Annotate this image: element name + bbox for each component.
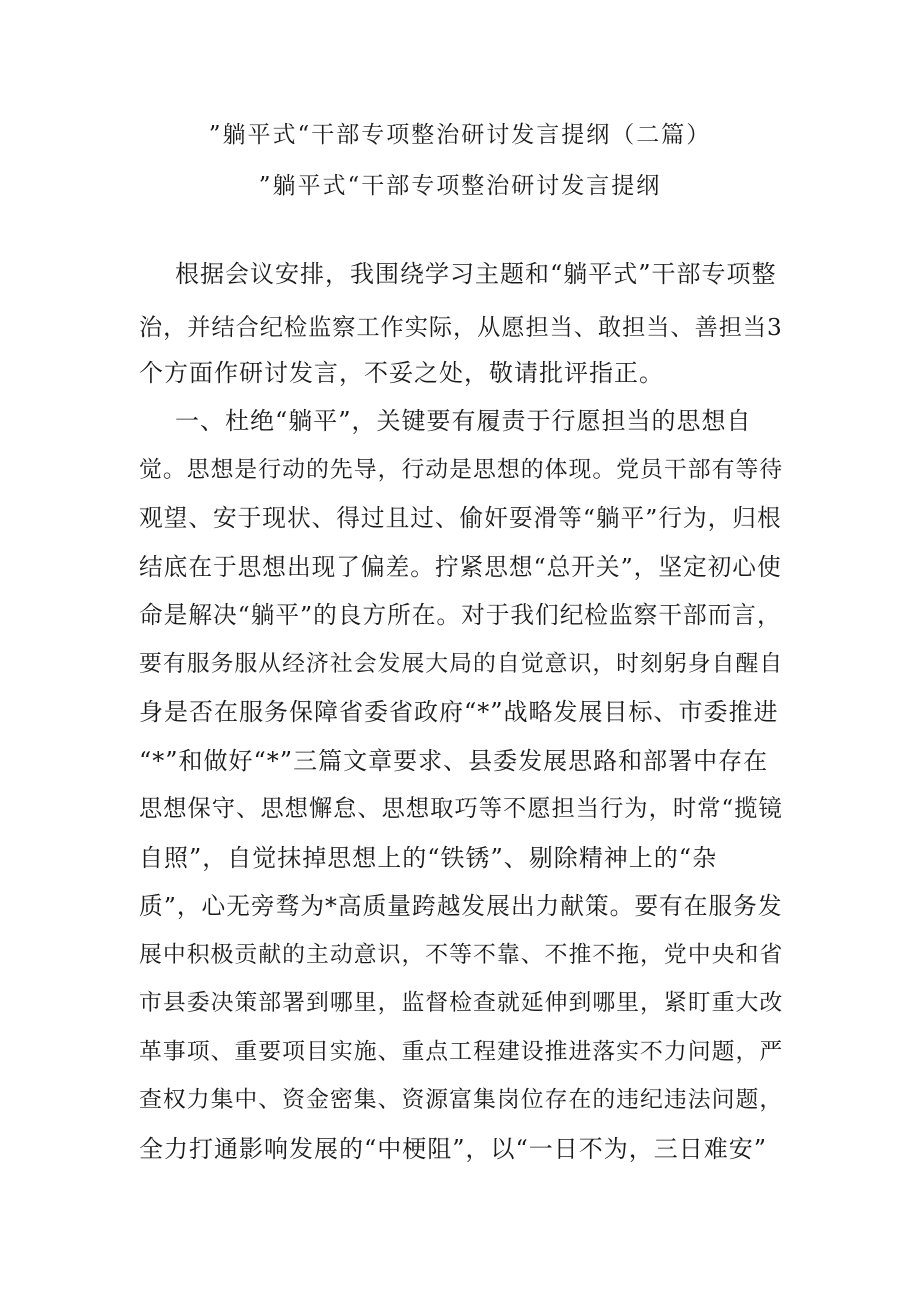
body-line: 查权力集中、资金密集、资源富集岗位存在的违纪违法问题， xyxy=(139,1087,784,1113)
body-line: 结底在于思想出现了偏差。拧紧思想“总开关”，坚定初心使 xyxy=(139,553,782,581)
body-line: 展中积极贡献的主动意识，不等不靠、不推不拖，党中央和省 xyxy=(139,942,784,968)
body-line: 革事项、重要项目实施、重点工程建设推进落实不力问题，严 xyxy=(139,1039,784,1065)
body-line: 市县委决策部署到哪里，监督检查就延伸到哪里，紧盯重大改 xyxy=(139,990,784,1016)
document-subtitle: ”躺平式“干部专项整治研讨发言提纲 xyxy=(258,173,662,199)
body-line: 觉。思想是行动的先导，行动是思想的体现。党员干部有等待 xyxy=(139,457,784,483)
body-line: 根据会议安排，我围绕学习主题和“躺平式”干部专项整 xyxy=(175,260,777,288)
body-line: 一、杜绝“躺平”，关键要有履责于行愿担当的思想自 xyxy=(175,407,752,435)
document-title: ”躺平式“干部专项整治研讨发言提纲（二篇） xyxy=(208,122,712,148)
body-line: 自照”，自觉抹掉思想上的“铁锈”、剔除精神上的“杂 xyxy=(139,844,718,872)
body-line: “*”和做好“*”三篇文章要求、县委发展思路和部署中存在 xyxy=(139,747,769,775)
body-line: 全力打通影响发展的“中梗阻”，以“一日不为，三日难安” xyxy=(139,1135,768,1163)
body-line: 思想保守、思想懈怠、思想取巧等不愿担当行为，时常“揽镜 xyxy=(139,795,783,822)
body-line: 个方面作研讨发言，不妥之处，敬请批评指正。 xyxy=(139,359,664,387)
body-line: 质”，心无旁骛为*高质量跨越发展出力献策。要有在服务发 xyxy=(139,892,783,920)
body-line: 要有服务服从经济社会发展大局的自觉意识，时刻躬身自醒自 xyxy=(139,651,784,677)
body-line: 命是解决“躺平”的良方所在。对于我们纪检监察干部而言， xyxy=(139,601,782,629)
body-line: 治，并结合纪检监察工作实际，从愿担当、敢担当、善担当3 xyxy=(139,314,783,341)
body-line: 观望、安于现状、得过且过、偷奸耍滑等“躺平”行为，归根 xyxy=(139,504,782,532)
body-line: 身是否在服务保障省委省政府“*”战略发展目标、市委推进 xyxy=(139,698,779,726)
